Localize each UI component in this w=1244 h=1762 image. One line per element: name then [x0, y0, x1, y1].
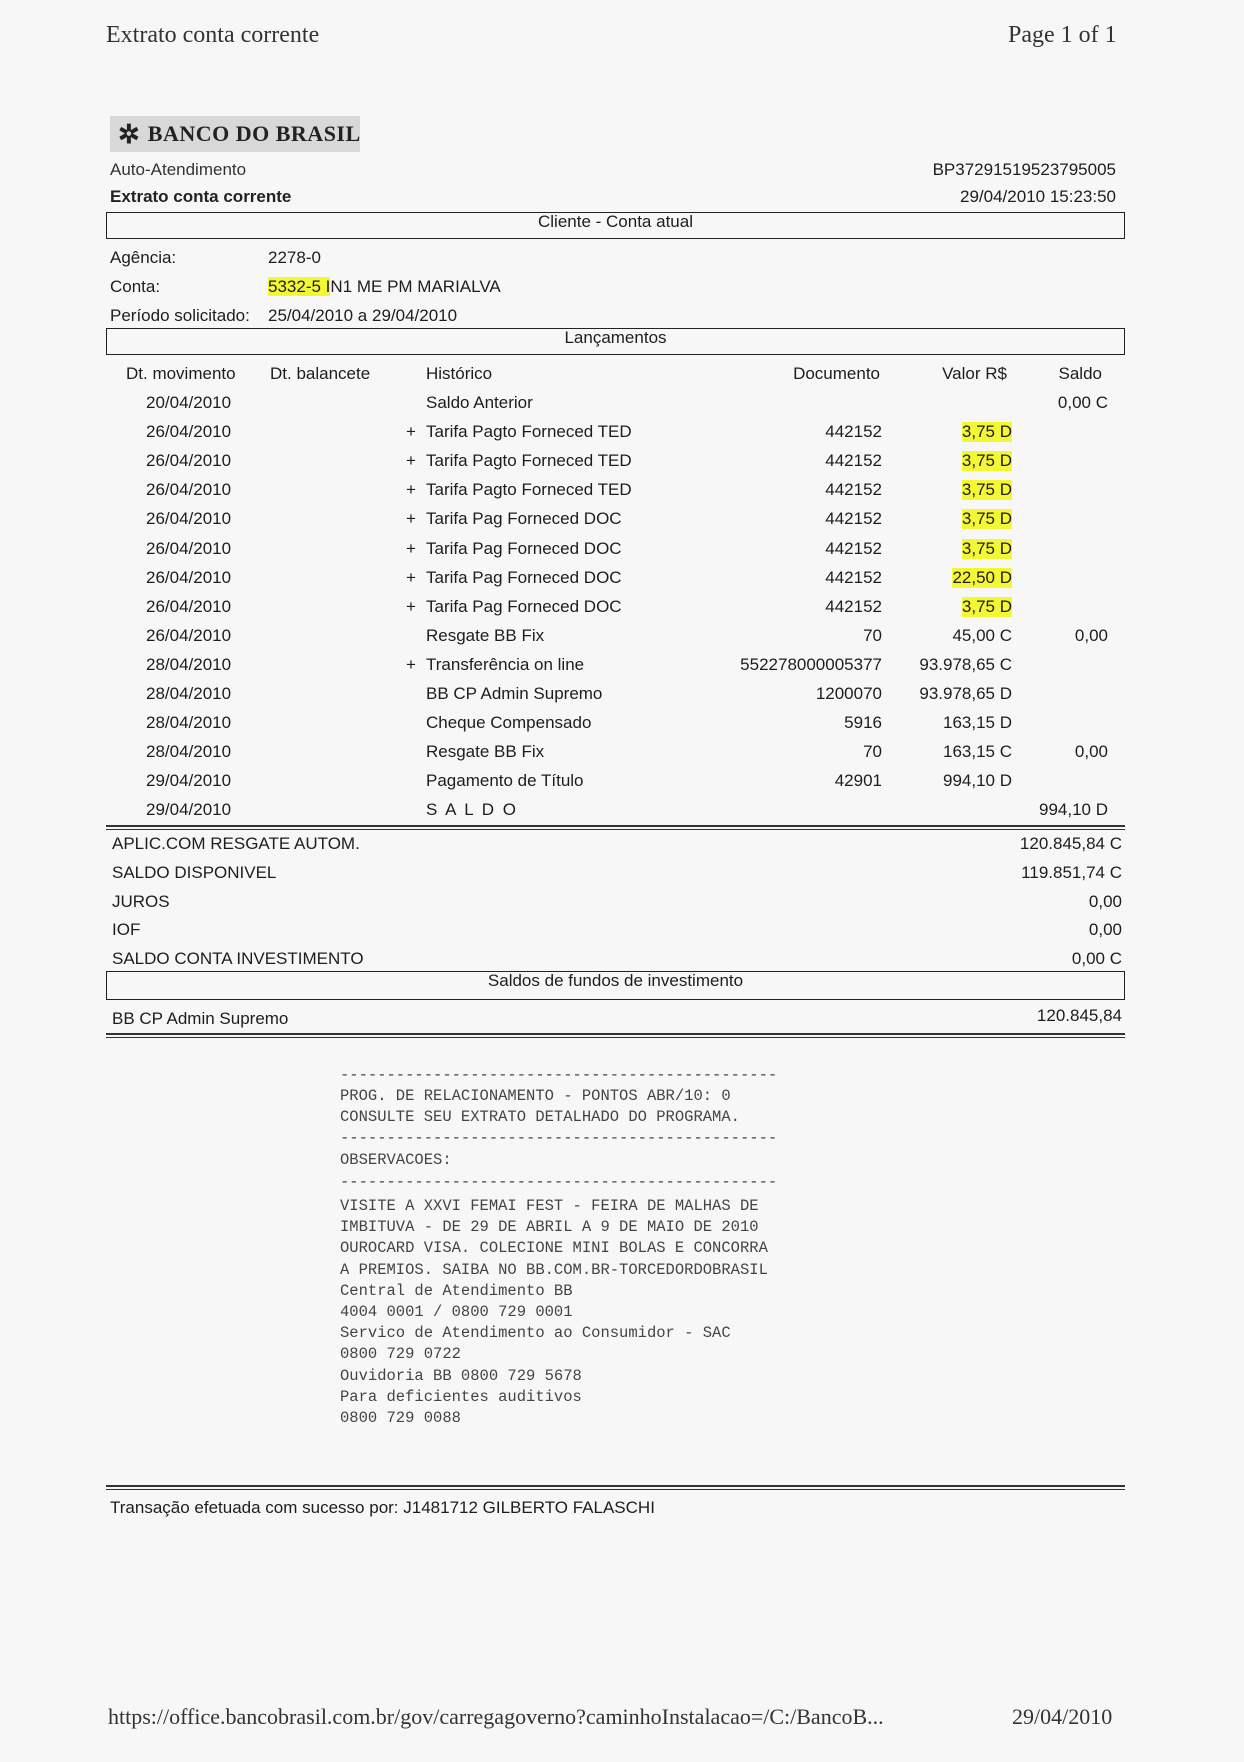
row-valor: 93.978,65 C [919, 654, 1012, 674]
resumo-value: 0,00 [1088, 891, 1122, 911]
row-historico: Tarifa Pag Forneced DOC [426, 596, 622, 616]
obs-line: IMBITUVA - DE 29 DE ABRIL A 9 DE MAIO DE 2010 [340, 1218, 759, 1237]
obs-line: 4004 0001 / 0800 729 0001 [340, 1303, 573, 1321]
obs-line: Para deficientes auditivos [340, 1387, 582, 1406]
row-documento: 1200070 [815, 684, 882, 703]
bb-symbol-icon: ✲ [118, 118, 140, 149]
row-documento: 70 [863, 625, 882, 645]
table-row [0, 480, 1244, 509]
row-valor: 3,75 D [961, 451, 1012, 471]
divider [106, 1485, 1125, 1487]
table-row [0, 539, 1244, 568]
col-documento: Documento [793, 364, 880, 383]
table-row [0, 684, 1244, 713]
transacao-text: Transação efetuada com sucesso por: J1481712 GILBERTO FALASCHI [110, 1498, 655, 1517]
service-name: Auto-Atendimento [110, 160, 247, 179]
row-sign: + [406, 654, 416, 674]
dash-line: ----------------------------------------------- [340, 1066, 778, 1084]
obs-line: 0800 729 0088 [340, 1409, 461, 1427]
obs-line: OUROCARD VISA. COLECIONE MINI BOLAS E CONCORRA [340, 1239, 768, 1258]
fundos-section-title: Saldos de fundos de investimento [487, 971, 744, 990]
row-documento: 442152 [825, 451, 882, 471]
row-historico: Tarifa Pag Forneced DOC [426, 509, 622, 529]
divider [106, 829, 1125, 830]
fundo-name: BB CP Admin Supremo [112, 1009, 289, 1028]
table-row [0, 713, 1244, 742]
row-valor: 163,15 D [943, 713, 1012, 733]
row-historico: Tarifa Pagto Forneced TED [426, 422, 632, 442]
conta-value [268, 277, 501, 297]
resumo-label: SALDO CONTA INVESTIMENTO [112, 949, 364, 969]
cliente-section-title: Cliente - Conta atual [538, 212, 693, 231]
lancamentos-section-title: Lançamentos [564, 328, 667, 347]
row-historico: Saldo Anterior [426, 393, 533, 412]
table-row [0, 771, 1244, 800]
col-saldo: Saldo [1058, 364, 1102, 383]
conta-name: N1 ME PM MARIALVA [330, 277, 501, 296]
row-dt-movimento: 26/04/2010 [146, 538, 232, 558]
row-historico: Resgate BB Fix [426, 742, 545, 762]
row-dt-movimento: 26/04/2010 [146, 451, 232, 471]
divider [106, 825, 1125, 827]
divider [106, 1037, 1125, 1038]
row-historico: Pagamento de Título [426, 771, 584, 791]
print-date: 29/04/2010 [1012, 1704, 1113, 1729]
logo-text: BANCO DO BRASIL [147, 121, 361, 146]
prog-line-1: PROG. DE RELACIONAMENTO - PONTOS ABR/10: 0 [340, 1087, 731, 1105]
agencia-label: Agência: [110, 248, 177, 267]
row-dt-movimento: 28/04/2010 [146, 742, 232, 762]
table-row [0, 393, 1244, 422]
obs-line: Central de Atendimento BB [340, 1281, 573, 1300]
col-historico: Histórico [426, 364, 493, 383]
row-valor: 22,50 D [952, 567, 1012, 587]
row-dt-movimento: 29/04/2010 [146, 771, 232, 791]
row-documento: 442152 [825, 480, 882, 500]
row-valor: 3,75 D [961, 509, 1012, 529]
row-documento: 5916 [844, 713, 882, 733]
banco-do-brasil-logo [110, 116, 360, 152]
row-sign: + [406, 422, 416, 442]
conta-label: Conta: [110, 277, 161, 296]
obs-line: A PREMIOS. SAIBA NO BB.COM.BR-TORCEDORDOBRASIL [340, 1260, 768, 1279]
row-documento: 442152 [825, 509, 882, 529]
row-saldo: 0,00 [1074, 625, 1108, 645]
row-dt-movimento: 28/04/2010 [146, 654, 232, 674]
table-row [0, 626, 1244, 655]
col-valor: Valor R$ [942, 364, 1007, 383]
row-sign: + [406, 451, 416, 471]
resumo-label: APLIC.COM RESGATE AUTOM. [112, 834, 360, 853]
row-valor: 3,75 D [961, 480, 1012, 500]
resumo-label: JUROS [112, 891, 170, 911]
periodo-label: Período solicitado: [110, 306, 250, 325]
row-valor: 994,10 D [943, 771, 1012, 791]
divider [106, 1489, 1125, 1490]
row-sign: + [406, 538, 416, 558]
obs-line: VISITE A XXVI FEMAI FEST - FEIRA DE MALHAS DE [340, 1197, 759, 1215]
row-historico: Resgate BB Fix [426, 625, 545, 645]
col-dt-movimento: Dt. movimento [126, 364, 236, 383]
row-dt-movimento: 26/04/2010 [146, 509, 232, 529]
row-dt-movimento: 29/04/2010 [146, 800, 232, 820]
row-historico: Tarifa Pagto Forneced TED [426, 451, 632, 471]
row-dt-movimento: 20/04/2010 [146, 393, 232, 412]
table-row [0, 597, 1244, 626]
resumo-value: 119.851,74 C [1021, 862, 1122, 882]
row-valor: 93.978,65 D [919, 684, 1012, 703]
obs-line: 0800 729 0722 [340, 1345, 461, 1364]
conta-number: 5332-5 I [268, 277, 331, 296]
divider [106, 1033, 1125, 1035]
row-historico: BB CP Admin Supremo [426, 684, 603, 703]
row-documento: 552278000005377 [740, 654, 882, 674]
resumo-value: 0,00 [1088, 920, 1122, 940]
row-documento: 442152 [825, 422, 882, 442]
print-url: https://office.bancobrasil.com.br/gov/carregagoverno?caminhoInstalacao=/C:/BancoB... [108, 1704, 884, 1729]
row-sign: + [406, 567, 416, 587]
row-documento: 442152 [825, 596, 882, 616]
doc-title: Extrato conta corrente [110, 187, 292, 206]
obs-line: Ouvidoria BB 0800 729 5678 [340, 1366, 582, 1385]
row-valor: 3,75 D [961, 538, 1012, 558]
agencia-value: 2278-0 [268, 248, 321, 267]
table-row [0, 568, 1244, 597]
dash-line: ----------------------------------------------- [340, 1173, 778, 1191]
prog-line-2: CONSULTE SEU EXTRATO DETALHADO DO PROGRAMA. [340, 1108, 740, 1126]
lancamentos-section-header [106, 328, 1125, 355]
row-historico: S A L D O [426, 800, 519, 820]
obs-line: Servico de Atendimento ao Consumidor - SAC [340, 1324, 731, 1343]
dash-line: ----------------------------------------------- [340, 1129, 778, 1147]
row-dt-movimento: 26/04/2010 [146, 422, 232, 442]
row-historico: Tarifa Pag Forneced DOC [426, 567, 622, 587]
row-dt-movimento: 26/04/2010 [146, 480, 232, 500]
print-page-title: Extrato conta corrente [106, 22, 320, 48]
header-datetime: 29/04/2010 15:23:50 [960, 187, 1116, 206]
row-saldo: 0,00 C [1057, 393, 1108, 412]
resumo-label: IOF [112, 920, 141, 940]
row-dt-movimento: 26/04/2010 [146, 567, 232, 587]
row-documento: 442152 [825, 567, 882, 587]
table-row [0, 509, 1244, 538]
table-row [0, 742, 1244, 771]
fundo-value: 120.845,84 [1036, 1006, 1122, 1025]
row-historico: Transferência on line [426, 654, 585, 674]
row-saldo: 0,00 [1074, 742, 1108, 762]
print-page-number: Page 1 of 1 [1008, 22, 1117, 48]
row-sign: + [406, 509, 416, 529]
row-dt-movimento: 28/04/2010 [146, 684, 232, 703]
periodo-value: 25/04/2010 a 29/04/2010 [268, 306, 458, 325]
row-dt-movimento: 28/04/2010 [146, 713, 232, 733]
table-row [0, 422, 1244, 451]
resumo-value: 0,00 C [1071, 949, 1122, 969]
row-valor: 3,75 D [961, 596, 1012, 616]
row-historico: Cheque Compensado [426, 713, 592, 733]
row-valor: 163,15 C [943, 742, 1012, 762]
row-documento: 70 [863, 742, 882, 762]
cliente-section-header [106, 212, 1125, 239]
row-saldo: 994,10 D [1039, 800, 1108, 820]
row-documento: 442152 [825, 538, 882, 558]
row-historico: Tarifa Pagto Forneced TED [426, 480, 632, 500]
row-sign: + [406, 596, 416, 616]
row-dt-movimento: 26/04/2010 [146, 625, 232, 645]
table-row [0, 451, 1244, 480]
row-dt-movimento: 26/04/2010 [146, 596, 232, 616]
row-documento: 42901 [834, 771, 882, 791]
row-valor: 45,00 C [952, 625, 1012, 645]
table-row [0, 655, 1244, 684]
resumo-label: SALDO DISPONIVEL [112, 862, 277, 882]
row-sign: + [406, 480, 416, 500]
lancamentos-header-row [0, 364, 1244, 393]
row-valor: 3,75 D [961, 422, 1012, 442]
fundos-section-header [106, 971, 1125, 1000]
col-dt-balancete: Dt. balancete [270, 364, 371, 383]
protocol-number: BP37291519523795005 [932, 160, 1116, 179]
resumo-value: 120.845,84 C [1019, 834, 1122, 853]
row-historico: Tarifa Pag Forneced DOC [426, 538, 622, 558]
obs-title: OBSERVACOES: [340, 1151, 452, 1169]
